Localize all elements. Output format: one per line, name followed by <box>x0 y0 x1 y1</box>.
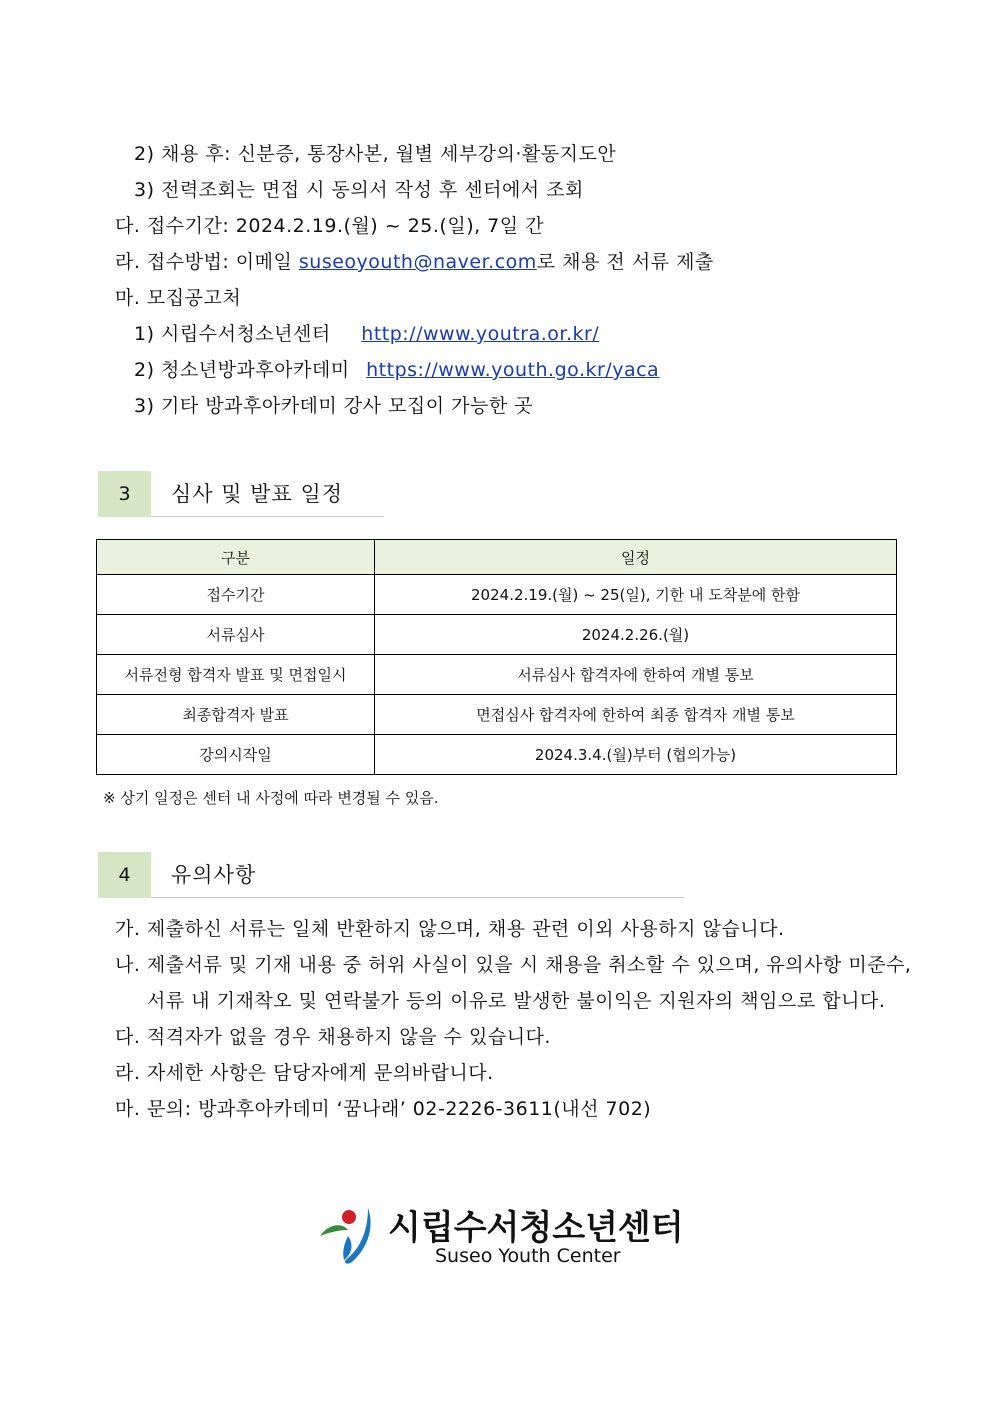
caution-ga: 가. 제출하신 서류는 일체 반환하지 않으며, 채용 관련 이외 사용하지 않습니다. <box>115 918 785 940</box>
table-cell-schedule: 2024.3.4.(월)부터 (협의가능) <box>375 735 897 775</box>
recruit-notice-2 <box>134 355 659 382</box>
table-header-category: 구분 <box>97 540 375 575</box>
logo-korean-name: 시립수서청소년센터 <box>388 1208 684 1248</box>
section-3-header <box>98 471 384 517</box>
table-cell-schedule: 서류심사 합격자에 한하여 개별 통보 <box>375 655 897 695</box>
application-method <box>115 247 714 274</box>
email-link[interactable]: suseoyouth@naver.com <box>298 251 537 273</box>
table-cell-category: 강의시작일 <box>97 735 375 775</box>
youth-emblem-icon <box>318 1200 382 1270</box>
recruit-notice-2-label: 2) 청소년방과후아카데미 <box>134 359 350 381</box>
caution-na-line2: 서류 내 기재착오 및 연락불가 등의 이유로 발생한 불이익은 지원자의 책임으로 합니다. <box>147 990 886 1012</box>
recruit-notice-1 <box>134 319 599 346</box>
logo-english-name: Suseo Youth Center <box>435 1245 621 1267</box>
yaca-link[interactable]: https://www.youth.go.kr/yaca <box>366 359 660 381</box>
doc-item-2: 2) 채용 후: 신분증, 통장사본, 월별 세부강의·활동지도안 <box>134 143 617 165</box>
table-row <box>97 655 897 695</box>
table-header-row <box>97 540 897 575</box>
doc-item-3: 3) 전력조회는 면접 시 동의서 작성 후 센터에서 조회 <box>134 179 584 201</box>
schedule-note: ※ 상기 일정은 센터 내 사정에 따라 변경될 수 있음. <box>103 789 439 807</box>
application-method-suffix: 로 채용 전 서류 제출 <box>536 251 714 273</box>
table-row <box>97 575 897 615</box>
table-cell-schedule: 면접심사 합격자에 한하여 최종 합격자 개별 통보 <box>375 695 897 735</box>
table-header-schedule: 일정 <box>375 540 897 575</box>
section-3-rule <box>151 516 384 517</box>
table-cell-category: 최종합격자 발표 <box>97 695 375 735</box>
caution-ra: 라. 자세한 사항은 담당자에게 문의바랍니다. <box>115 1062 494 1084</box>
caution-na-line1: 나. 제출서류 및 기재 내용 중 허위 사실이 있을 시 채용을 취소할 수 있으며, 유의사항 미준수, <box>115 954 912 976</box>
section-4-number: 4 <box>98 852 151 898</box>
table-row <box>97 695 897 735</box>
recruit-notice-1-label: 1) 시립수서청소년센터 <box>134 323 331 345</box>
center-logo <box>318 1200 698 1270</box>
section-4-rule <box>151 897 684 898</box>
table-cell-category: 서류심사 <box>97 615 375 655</box>
section-3-title: 심사 및 발표 일정 <box>171 482 344 506</box>
youtra-link[interactable]: http://www.youtra.or.kr/ <box>361 323 600 345</box>
table-row <box>97 735 897 775</box>
table-cell-category: 접수기간 <box>97 575 375 615</box>
table-cell-schedule: 2024.2.19.(월) ~ 25(일), 기한 내 도착분에 한함 <box>375 575 897 615</box>
section-3-number: 3 <box>98 471 151 517</box>
recruit-notice-heading: 마. 모집공고처 <box>115 287 242 309</box>
caution-da: 다. 적격자가 없을 경우 채용하지 않을 수 있습니다. <box>115 1026 551 1048</box>
section-4-header <box>98 852 688 898</box>
table-cell-schedule: 2024.2.26.(월) <box>375 615 897 655</box>
recruit-notice-3: 3) 기타 방과후아카데미 강사 모집이 가능한 곳 <box>134 395 534 417</box>
application-period: 다. 접수기간: 2024.2.19.(월) ~ 25.(일), 7일 간 <box>115 215 545 237</box>
section-4-title: 유의사항 <box>171 863 257 887</box>
table-row <box>97 615 897 655</box>
caution-ma: 마. 문의: 방과후아카데미 ‘꿈나래’ 02-2226-3611(내선 702) <box>115 1098 652 1120</box>
table-cell-category: 서류전형 합격자 발표 및 면접일시 <box>97 655 375 695</box>
schedule-table <box>96 539 897 775</box>
application-method-prefix: 라. 접수방법: 이메일 <box>115 251 299 273</box>
